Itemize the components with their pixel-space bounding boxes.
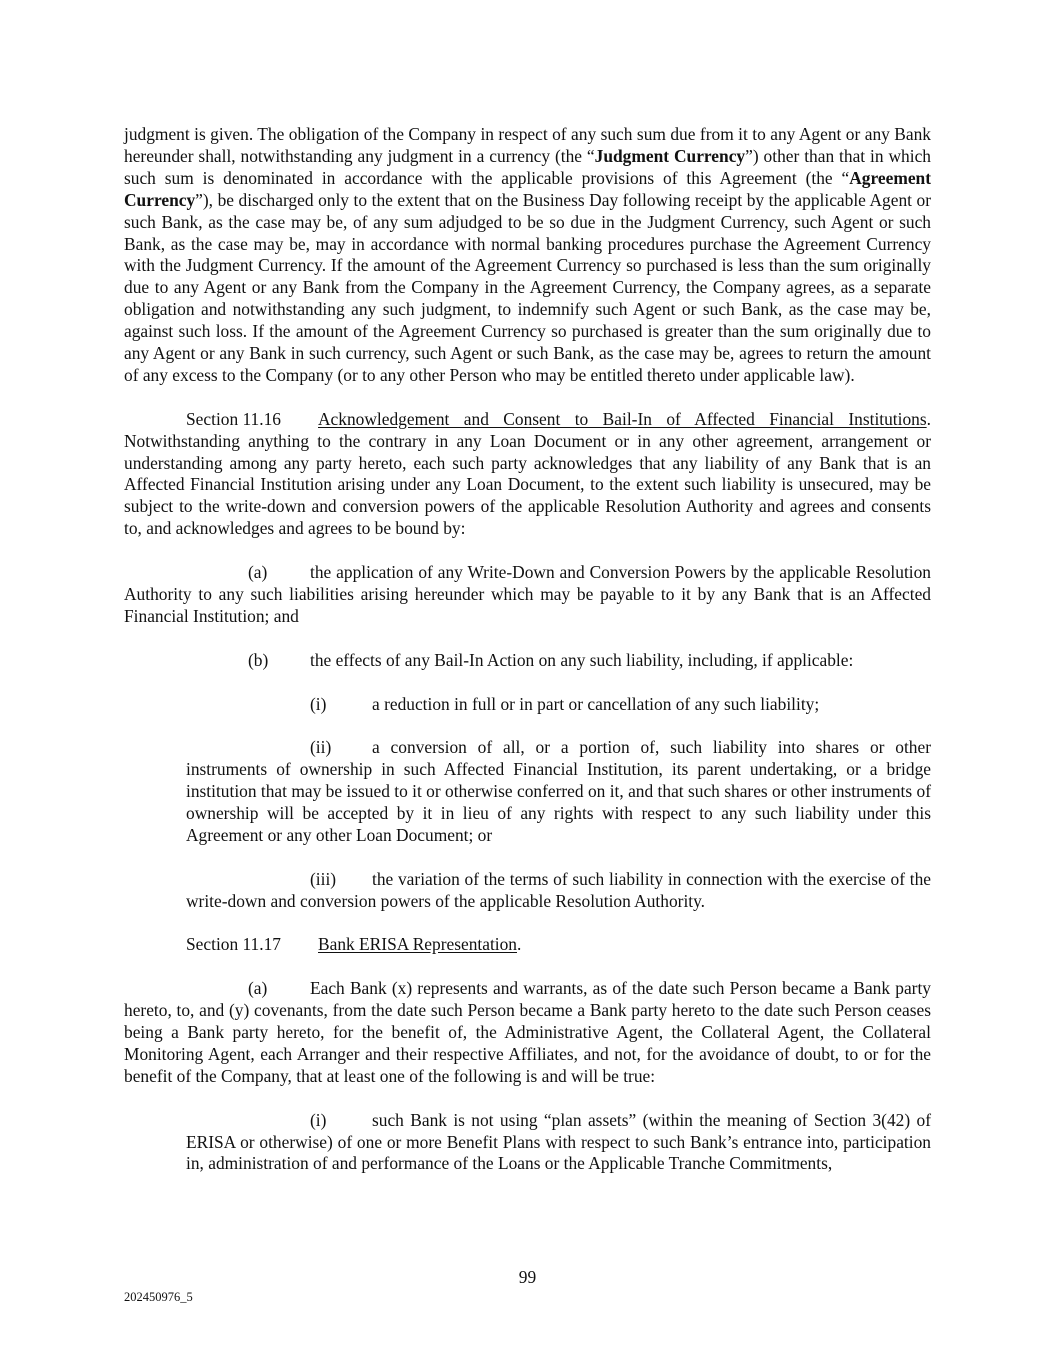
clause-a xyxy=(124,562,931,628)
section-11-17-a xyxy=(124,978,931,1088)
clause-a-label: (a) xyxy=(248,562,268,583)
section-11-17-a-i-label: (i) xyxy=(310,1109,327,1130)
section-11-16-title: Acknowledgement and Consent to Bail-In of Affected Financial Institutions xyxy=(318,408,927,429)
section-11-17-a-label: (a) xyxy=(248,978,268,999)
section-11-17-a-i xyxy=(186,1110,931,1176)
clause-b-i xyxy=(186,694,931,716)
clause-b-label: (b) xyxy=(248,649,269,670)
document-page xyxy=(124,124,931,1197)
clause-b-i-text: a reduction in full or in part or cancellation of any such liability; xyxy=(372,693,820,714)
section-11-17-a-text: Each Bank (x) represents and warrants, as of the date such Person became a Bank party hereto, to, and (y) covenants, from the date such Person became a Bank party hereto to the date such Person ceases being a Bank party hereto, for the benefit of, the Administrative Agent, the Collateral Agent, the Collateral Monitoring Agent, each Arranger and their respective Affiliates, and not, for the avoidance of doubt, to or for the benefit of the Company, that at least one of the following is and will be true: xyxy=(124,978,931,1086)
clause-b-ii xyxy=(186,737,931,847)
clause-b-iii-text: the variation of the terms of such liability in connection with the exercise of the write-down and conversion powers of the applicable Resolution Authority. xyxy=(186,868,931,911)
clause-b-text: the effects of any Bail-In Action on any such liability, including, if applicable: xyxy=(310,649,854,670)
clause-b-iii-label: (iii) xyxy=(310,868,337,889)
section-11-17: Section 11.17 Bank ERISA Representation. xyxy=(186,934,522,955)
document-id: 202450976_5 xyxy=(124,1290,193,1304)
clause-b-iii xyxy=(186,869,931,913)
clause-a-text: the application of any Write-Down and Conversion Powers by the applicable Resolution Authority to any such liabilities arising hereunder which may be payable to it by any Bank that is an Affected Financial Institution; and xyxy=(124,562,931,626)
section-11-16-body: Notwithstanding anything to the contrary in any Loan Document or in any other agreement, arrangement or understanding among any party hereto, each such party acknowledges that any liability of any Bank that is an Affected Financial Institution arising under any Loan Document, to the extent such liability is unsecured, may be subject to the write-down and conversion powers of the applicable Resolution Authority and agrees and consents to, and acknowledges and agrees to be bound by: xyxy=(124,430,931,539)
section-11-17-label: Section 11.17 xyxy=(186,934,281,955)
page-number: 99 xyxy=(518,1267,537,1287)
clause-b-ii-label: (ii) xyxy=(310,737,332,758)
section-11-16-label: Section 11.16 xyxy=(186,408,281,429)
defined-term-judgment-currency: Judgment Currency xyxy=(594,145,746,166)
section-11-17-a-i-text: such Bank is not using “plan assets” (within the meaning of Section 3(42) of ERISA or otherwise) of one or more Benefit Plans with respect to such Bank’s entrance into, participation in, administration of and performance of the Loans or the Applicable Tranche Commitments, xyxy=(186,1109,931,1174)
section-11-16: Section 11.16 Acknowledgement and Consent to Bail-In of Affected Financial Institutions. Notwithstanding anything to the contrary in any Loan Document or in any other agreement, arrangement or understanding among any party hereto, each such party acknowledges that any liability of any Bank that is an Affected Financial Institution arising under any Loan Document, to the extent such liability is unsecured, may be subject to the write-down and conversion powers of the applicable Resolution Authority and agrees and consents to, and acknowledges and agrees to be bound by: xyxy=(124,408,931,539)
section-11-17-title: Bank ERISA Representation xyxy=(318,934,517,955)
clause-b xyxy=(124,650,931,672)
clause-b-i-label: (i) xyxy=(310,693,327,714)
defined-term-agreement-currency: Agreement Currency xyxy=(124,167,931,210)
paragraph-judgment-currency: judgment is given. The obligation of the Company in respect of any such sum due from it to any Agent or any Bank hereunder shall, notwithstanding any judgment in a currency (the “Judgment Currency”) other than that in which such sum is denominated in accordance with the applicable provisions of this Agreement (the “Agreement Currency”), be discharged only to the extent that on the Business Day following receipt by the applicable Agent or such Bank, as the case may be, of any sum adjudged to be so due in the Judgment Currency, such Agent or such Bank, as the case may be, may in accordance with normal banking procedures purchase the Agreement Currency with the Judgment Currency. If the amount of the Agreement Currency so purchased is less than the sum originally due to any Agent or any Bank from the Company in the Agreement Currency, the Company agrees, as a separate obligation and notwithstanding any such judgment, to indemnify such Agent or such Bank, as the case may be, against such loss. If the amount of the Agreement Currency so purchased is greater than the sum originally due to any Agent or any Bank in such currency, such Agent or such Bank, as the case may be, agrees to return the amount of any excess to the Company (or to any other Person who may be entitled thereto under applicable law). xyxy=(124,124,931,385)
clause-b-ii-text: a conversion of all, or a portion of, such liability into shares or other instruments of ownership in such Affected Financial Institution, its parent undertaking, or a bridge institution that may be issued to it or otherwise conferred on it, and that such shares or other instruments of ownership will be accepted by it in lieu of any rights with respect to any such liability under this Agreement or any other Loan Document; or xyxy=(186,737,931,845)
